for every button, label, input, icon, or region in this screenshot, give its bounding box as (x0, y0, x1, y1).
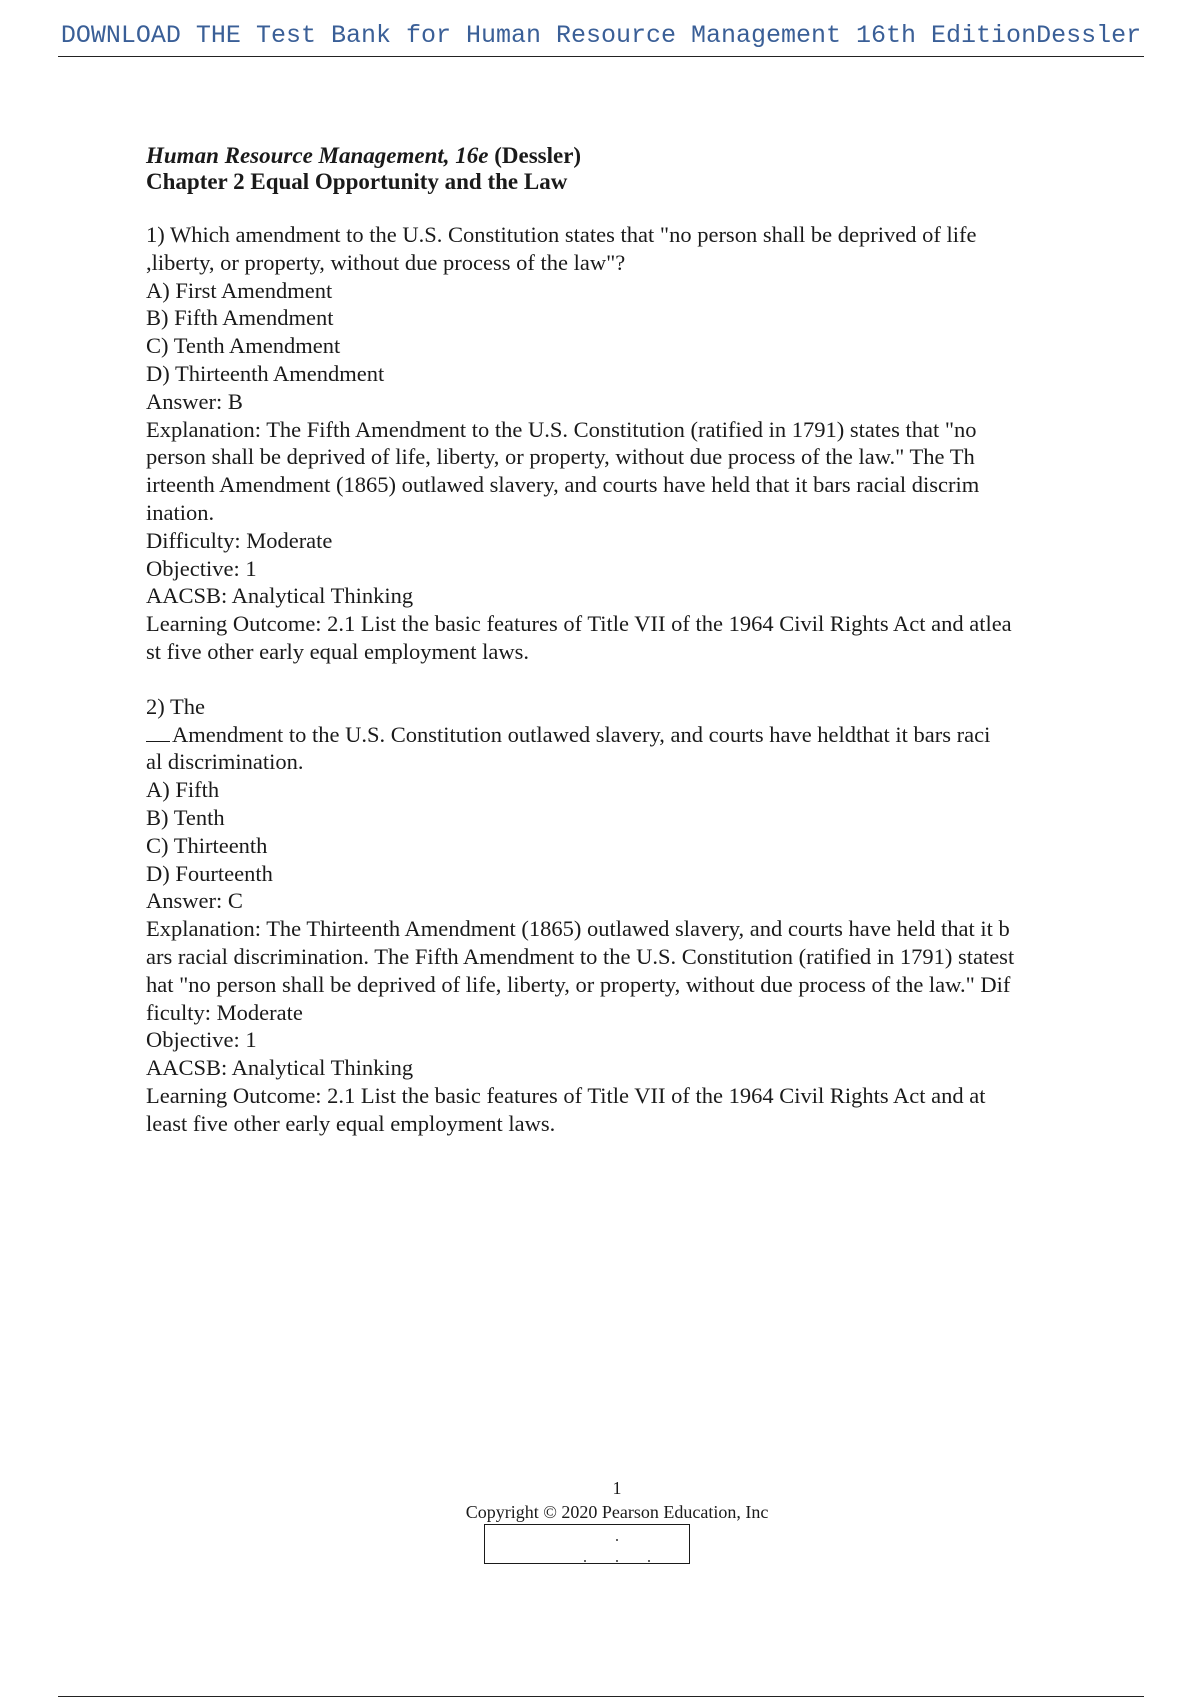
download-banner-link[interactable]: DOWNLOAD THE Test Bank for Human Resource Management 16th EditionDessler (60, 21, 1142, 50)
question-stem-line: ,liberty, or property, without due process of the law"? (146, 249, 626, 275)
learning-outcome-line: Learning Outcome: 2.1 List the basic features of Title VII of the 1964 Civil Rights Act and atlea (146, 611, 1012, 637)
footer-dot (616, 1560, 618, 1562)
footer-dot (616, 1539, 618, 1541)
explanation-line: ficulty: Moderate (146, 999, 303, 1025)
question-stem-text: Amendment to the U.S. Constitution outlawed slavery, and courts have heldthat it bars raci (172, 721, 991, 747)
question-stem-line: 1) Which amendment to the U.S. Constitution states that "no person shall be deprived of life (146, 222, 977, 247)
objective: Objective: 1 (146, 555, 257, 581)
explanation-line: hat "no person shall be deprived of life, liberty, or property, without due process of the law." Dif (146, 971, 1011, 997)
footer-dot (648, 1560, 650, 1562)
explanation-line: irteenth Amendment (1865) outlawed slavery, and courts have held that it bars racial discrim (146, 472, 980, 498)
header-divider (58, 56, 1144, 57)
learning-outcome-line: st five other early equal employment laws. (146, 638, 530, 664)
objective: Objective: 1 (146, 1027, 257, 1053)
answer-key: Answer: C (146, 888, 243, 914)
explanation-line: Explanation: The Fifth Amendment to the U.S. Constitution (ratified in 1791) states that "no (146, 416, 977, 442)
aacsb: AACSB: Analytical Thinking (146, 583, 414, 609)
answer-option-c: C) Tenth Amendment (146, 333, 341, 359)
document-body (146, 143, 1086, 1165)
book-title (146, 143, 1086, 169)
learning-outcome-line: Learning Outcome: 2.1 List the basic features of Title VII of the 1964 Civil Rights Act and at (146, 1082, 986, 1108)
fill-in-blank (146, 723, 170, 742)
copyright-notice: Copyright © 2020 Pearson Education, Inc (465, 1502, 769, 1522)
answer-option-a: A) Fifth (146, 777, 220, 803)
footer-dot (584, 1560, 586, 1562)
answer-option-b: B) Fifth Amendment (146, 305, 334, 331)
difficulty: Difficulty: Moderate (146, 527, 333, 553)
learning-outcome-line: least five other early equal employment laws. (146, 1110, 556, 1136)
question-1 (146, 221, 1086, 666)
aacsb: AACSB: Analytical Thinking (146, 1055, 414, 1081)
answer-option-c: C) Thirteenth (146, 832, 268, 858)
explanation-line: person shall be deprived of life, liberty, or property, without due process of the law." The Th (146, 444, 975, 470)
question-stem-line (146, 721, 1086, 749)
explanation-line: Explanation: The Thirteenth Amendment (1865) outlawed slavery, and courts have held that it b (146, 916, 1010, 942)
question-stem-line: 2) The (146, 693, 205, 719)
bottom-divider (58, 1696, 1144, 1697)
book-title-italic: Human Resource Management, 16e (146, 143, 489, 168)
answer-option-a: A) First Amendment (146, 277, 333, 303)
answer-option-b: B) Tenth (146, 804, 225, 830)
answer-option-d: D) Thirteenth Amendment (146, 360, 385, 386)
explanation-line: ination. (146, 499, 215, 525)
question-stem-line: al discrimination. (146, 749, 304, 775)
answer-option-d: D) Fourteenth (146, 860, 273, 886)
footer-box (484, 1524, 690, 1564)
book-author: (Dessler) (488, 143, 582, 168)
question-2 (146, 693, 1086, 1138)
page-footer (400, 1476, 834, 1524)
explanation-line: ars racial discrimination. The Fifth Amendment to the U.S. Constitution (ratified in 1791) statest (146, 943, 1015, 969)
page-number: 1 (612, 1478, 622, 1498)
answer-key: Answer: B (146, 388, 243, 414)
chapter-title: Chapter 2 Equal Opportunity and the Law (146, 169, 568, 194)
